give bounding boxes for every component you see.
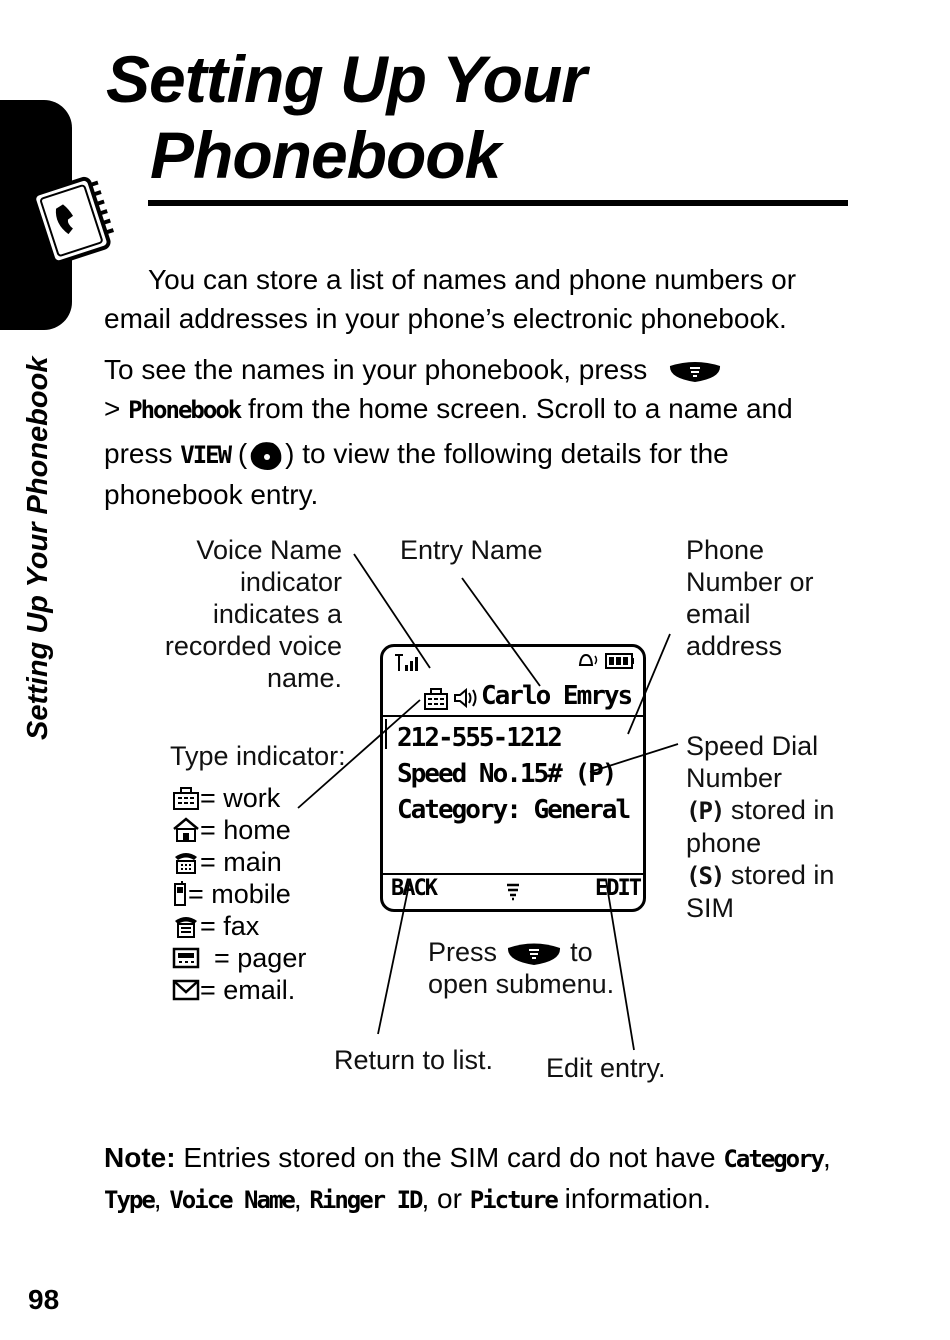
- voice-name-leader: [354, 554, 430, 668]
- page-title-line2: Phonebook: [150, 118, 501, 192]
- back-softkey[interactable]: BACK: [391, 876, 436, 901]
- phone-number-leader: [628, 634, 670, 734]
- screen-speed-dial: Speed No.15# (P): [397, 759, 616, 789]
- entry-name-leader: [462, 578, 540, 686]
- phone-number-annotation: Phone Number or email address: [686, 535, 814, 661]
- entry-name-annotation: Entry Name: [400, 535, 543, 565]
- type-row-home: = home: [172, 814, 291, 846]
- submenu-annotation: Press to open submenu.: [428, 937, 615, 999]
- type-indicator-leader: [298, 700, 420, 808]
- voice-name-annotation: Voice Name indicator indicates a recorded voice name.: [164, 535, 342, 693]
- note-paragraph: Note: Entries stored on the SIM card do not have Category, Type, Voice Name, Ringer ID, or Picture information.: [104, 1142, 831, 1214]
- type-row-main: = main: [172, 846, 282, 878]
- edit-annotation: Edit entry.: [546, 1053, 666, 1083]
- type-row-email: = email.: [172, 974, 295, 1006]
- instructions-line-3: press VIEW ( ) to view the following details for the: [104, 434, 844, 475]
- note-label: Note:: [104, 1142, 176, 1173]
- type-indicator-annotation: Type indicator:: [170, 741, 346, 771]
- speed-dial-annotation: Speed Dial Number (P) stored in phone (S) stored in SIM: [686, 731, 835, 923]
- screen-entry-name: Carlo Emrys: [481, 681, 632, 711]
- instructions-line-2: > Phonebook from the home screen. Scroll to a name and: [104, 393, 793, 424]
- type-row-mobile: = mobile: [172, 878, 291, 910]
- instructions-line-4: phonebook entry.: [104, 479, 319, 510]
- type-row-fax: = fax: [172, 910, 259, 942]
- page-number: 98: [28, 1284, 60, 1315]
- phonebook-key: Phonebook: [128, 396, 241, 424]
- type-row-pager: = pager: [172, 942, 306, 974]
- edit-softkey[interactable]: EDIT: [595, 876, 640, 901]
- screen-phone-number: 212-555-1212: [397, 723, 561, 753]
- page-title-line1: Setting Up Your: [106, 42, 586, 116]
- side-label: Setting Up Your Phonebook: [22, 356, 54, 740]
- return-annotation: Return to list.: [334, 1045, 494, 1075]
- intro-line-1: You can store a list of names and phone numbers or: [148, 264, 797, 295]
- screen-category: Category: General: [397, 795, 630, 825]
- instructions-line-1: To see the names in your phonebook, press: [104, 350, 844, 389]
- speed-dial-leader: [590, 744, 678, 772]
- back-leader: [378, 880, 410, 1034]
- intro-line-2: email addresses in your phone’s electronic phonebook.: [104, 303, 787, 334]
- type-row-work: = work: [172, 782, 280, 814]
- edit-leader: [606, 880, 634, 1050]
- view-key: VIEW: [180, 441, 231, 469]
